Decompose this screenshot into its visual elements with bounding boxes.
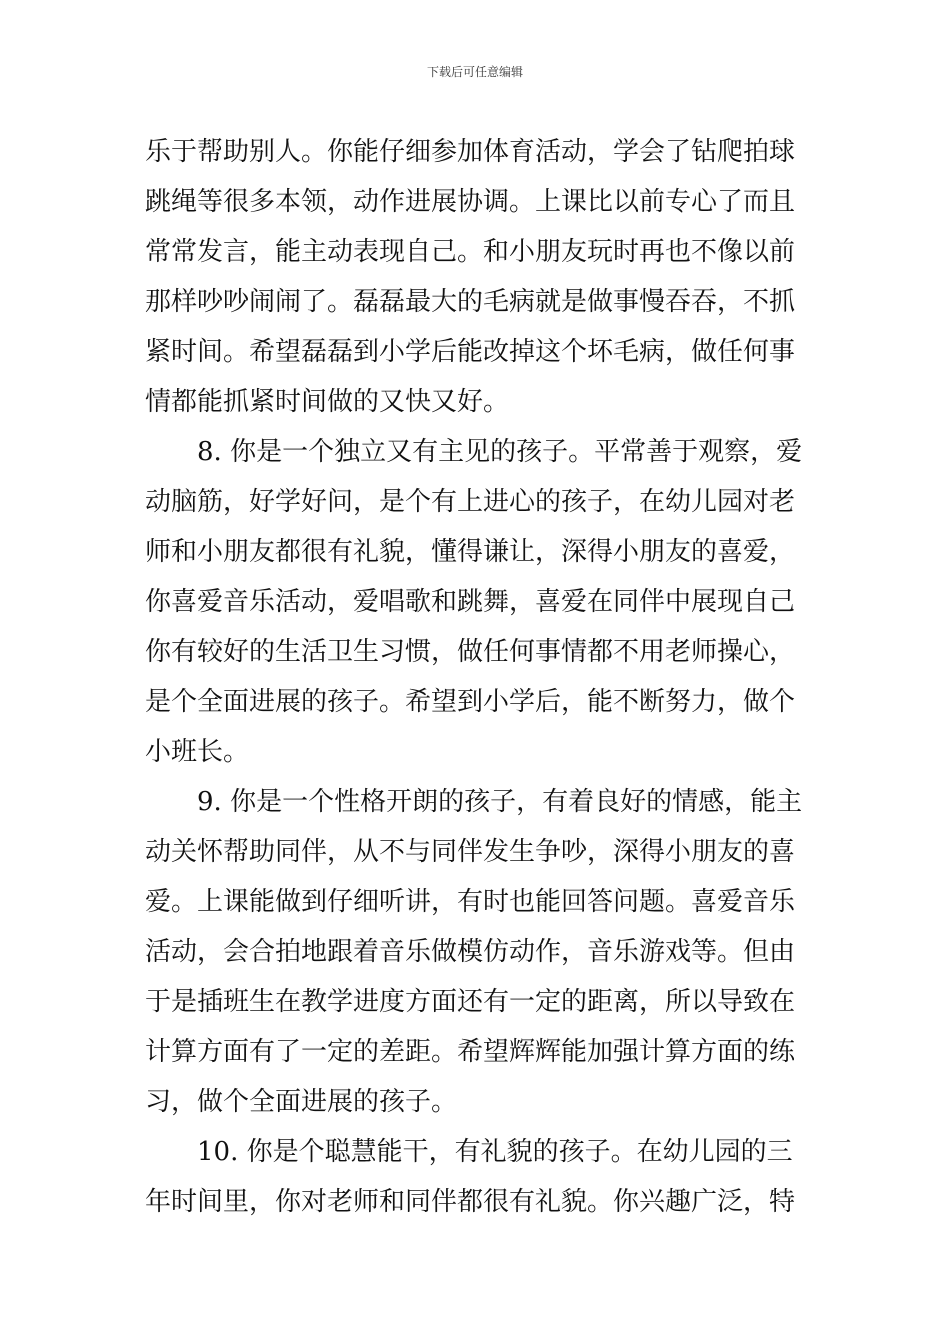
text-line: 师和小朋友都很有礼貌，懂得谦让，深得小朋友的喜爱，: [145, 537, 796, 567]
paragraph-9-first-line: 9. 你是一个性格开朗的孩子，有着良好的情感，能主: [197, 787, 803, 817]
text-line: 紧时间。希望磊磊到小学后能改掉这个坏毛病，做任何事: [145, 337, 796, 367]
text-line: 活动，会合拍地跟着音乐做模仿动作，音乐游戏等。但由: [145, 937, 796, 967]
paragraph-10-first-line: 10. 你是个聪慧能干，有礼貌的孩子。在幼儿园的三: [197, 1137, 793, 1167]
text-line: 常常发言，能主动表现自己。和小朋友玩时再也不像以前: [145, 237, 796, 267]
text-line: 那样吵吵闹闹了。磊磊最大的毛病就是做事慢吞吞，不抓: [145, 287, 796, 317]
text-line: 你有较好的生活卫生习惯，做任何事情都不用老师操心，: [145, 637, 796, 667]
text-line: 乐于帮助别人。你能仔细参加体育活动，学会了钻爬拍球: [145, 137, 796, 167]
text-line: 小班长。: [145, 737, 250, 767]
paragraph-8-first-line: 8. 你是一个独立又有主见的孩子。平常善于观察，爱: [197, 437, 803, 467]
text-line: 跳绳等很多本领，动作进展协调。上课比以前专心了而且: [145, 187, 796, 217]
text-line: 计算方面有了一定的差距。希望辉辉能加强计算方面的练: [145, 1037, 796, 1067]
text-line: 动关怀帮助同伴，从不与同伴发生争吵，深得小朋友的喜: [145, 837, 796, 867]
document-body: [145, 127, 815, 1227]
text-line: 是个全面进展的孩子。希望到小学后，能不断努力，做个: [145, 687, 796, 717]
text-line: 年时间里，你对老师和同伴都很有礼貌。你兴趣广泛，特: [145, 1187, 796, 1217]
text-line: 于是插班生在教学进度方面还有一定的距离，所以导致在: [145, 987, 796, 1017]
text-line: 情都能抓紧时间做的又快又好。: [145, 387, 510, 417]
text-line: 爱。上课能做到仔细听讲，有时也能回答问题。喜爱音乐: [145, 887, 796, 917]
text-line: 动脑筋，好学好问，是个有上进心的孩子，在幼儿园对老: [145, 487, 796, 517]
text-line: 你喜爱音乐活动，爱唱歌和跳舞，喜爱在同伴中展现自己: [145, 587, 796, 617]
text-line: 习，做个全面进展的孩子。: [145, 1087, 458, 1117]
page-header: 下载后可任意编辑: [426, 65, 523, 79]
